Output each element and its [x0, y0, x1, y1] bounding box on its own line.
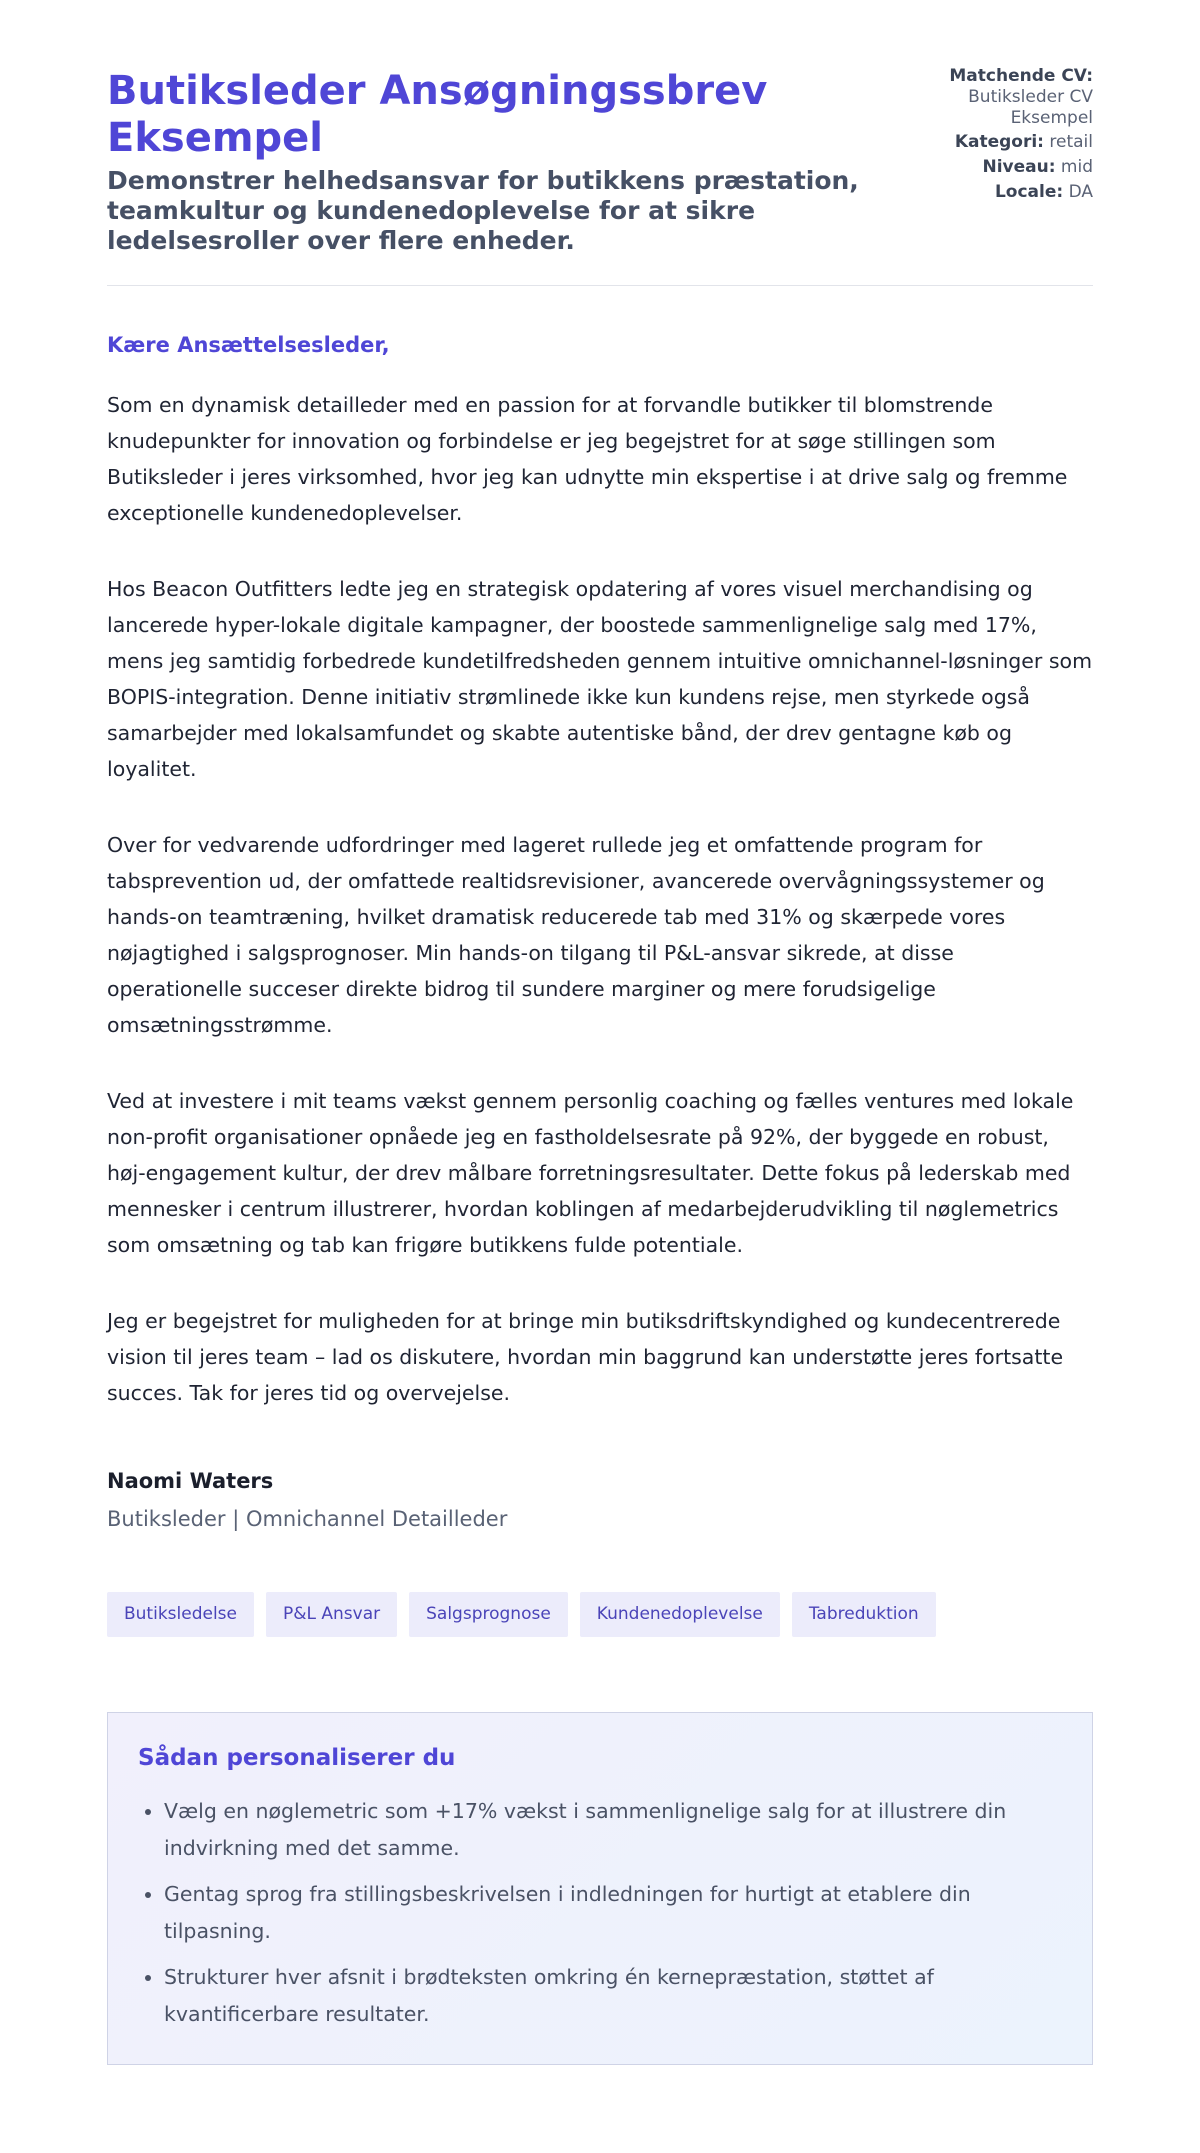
- meta-cv-label: Matchende CV:: [949, 66, 1093, 86]
- meta-level-value: mid: [1060, 157, 1093, 177]
- signature-block: [107, 1469, 1093, 1531]
- tips-list-item: • Vælg en nøglemetric som +17% vækst i sammenlignelige salg for at illustrere din indvirkning med det samme.: [164, 1793, 1062, 1867]
- meta-category-label: Kategori:: [954, 132, 1044, 152]
- skill-tag[interactable]: P&L Ansvar: [266, 1592, 397, 1637]
- letter-paragraph: Ved at investere i mit teams vækst gennem personlig coaching og fælles ventures med lokale non-profit organisationer opnåede jeg en fastholdelsesrate på 92%, der byggede en robust, høj-engagement kultur, der drev målbare forretningsresultater. Dette fokus på lederskab med mennesker i centrum illustrerer, hvordan koblingen af medarbejderudvikling til nøglemetrics som omsætning og tab kan frigøre butikkens fulde potentiale.: [107, 1089, 1074, 1257]
- meta-panel: [893, 66, 1093, 207]
- meta-locale: [893, 182, 1093, 203]
- tips-title: Sådan personaliserer du: [138, 1745, 456, 1771]
- meta-category-value: retail: [1049, 132, 1093, 152]
- page-subtitle: Demonstrer helhedsansvar for butikkens præstation, teamkultur og kundenedoplevelse for at sikre ledelsesroller over flere enheder.: [107, 166, 859, 255]
- meta-level: [893, 157, 1093, 178]
- meta-cv-value[interactable]: Butiksleder CV Eksempel: [968, 87, 1093, 128]
- signature-title: Butiksleder | Omnichannel Detailleder: [107, 1507, 508, 1531]
- letter-paragraph: Over for vedvarende udfordringer med lageret rullede jeg et omfattende program for tabsprevention ud, der omfattede realtidsrevisioner, avancerede overvågningssystemer og hands-on teamtræning, hvilket dramatisk reducerede tab med 31% og skærpede vores nøjagtighed i salgsprognoser. Min hands-on tilgang til P&L-ansvar sikrede, at disse operationelle succeser direkte bidrog til sundere marginer og mere forudsigelige omsætningsstrømme.: [107, 833, 1045, 1037]
- meta-locale-label: Locale:: [994, 182, 1064, 202]
- page-header: [107, 0, 1093, 286]
- letter-paragraph: Som en dynamisk detailleder med en passion for at forvandle butikker til blomstrende knudepunkter for innovation og forbindelse er jeg begejstret for at søge stillingen som Butiksleder i jeres virksomhed, hvor jeg kan udnytte min ekspertise i at drive salg og fremme exceptionelle kundenedoplevelser.: [107, 393, 1068, 525]
- letter-greeting: Kære Ansættelsesleder,: [107, 333, 390, 357]
- meta-level-label: Niveau:: [982, 157, 1056, 177]
- signature-name: Naomi Waters: [107, 1469, 274, 1493]
- tips-list-item: • Strukturer hver afsnit i brødteksten omkring én kernepræstation, støttet af kvantificerbare resultater.: [164, 1959, 1062, 2033]
- letter-paragraph: Jeg er begejstret for muligheden for at bringe min butiksdriftskyndighed og kundecentrerede vision til jeres team – lad os diskutere, hvordan min baggrund kan understøtte jeres fortsatte succes. Tak for jeres tid og overvejelse.: [107, 1309, 1064, 1405]
- skill-tag[interactable]: Kundenedoplevelse: [580, 1592, 780, 1637]
- tips-list-item: • Gentag sprog fra stillingsbeskrivelsen i indledningen for hurtigt at etablere din tilpasning.: [164, 1876, 1062, 1950]
- personalization-tips-box: [107, 1712, 1093, 2065]
- skill-tag[interactable]: Salgsprognose: [409, 1592, 568, 1637]
- letter-paragraph: Hos Beacon Outfitters ledte jeg en strategisk opdatering af vores visuel merchandising og lancerede hyper-lokale digitale kampagner, der boostede sammenlignelige salg med 17%, mens jeg samtidig forbedrede kundetilfredsheden gennem intuitive omnichannel-løsninger som BOPIS-integration. Denne initiativ strømlinede ikke kun kundens rejse, men styrkede også samarbejder med lokalsamfundet og skabte autentiske bånd, der drev gentagne køb og loyalitet.: [107, 577, 1093, 781]
- meta-locale-value: DA: [1068, 182, 1093, 202]
- page-title: Butiksleder Ansøgningssbrev Eksempel: [107, 68, 768, 161]
- skill-tag[interactable]: Butiksledelse: [107, 1592, 254, 1637]
- letter-body: [107, 387, 1093, 1411]
- skill-tag[interactable]: Tabreduktion: [792, 1592, 936, 1637]
- skill-tags: [107, 1592, 1093, 1637]
- meta-matching-cv: [893, 66, 1093, 129]
- tips-list: [138, 1793, 1062, 2033]
- meta-category: [893, 132, 1093, 153]
